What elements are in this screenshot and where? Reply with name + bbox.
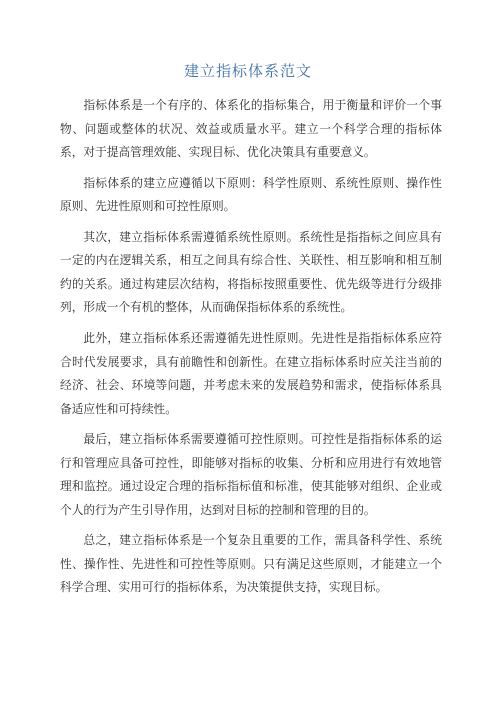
- paragraph-controllable: 最后，建立指标体系需要遵循可控性原则。可控性是指指标体系的运行和管理应具备可控性，即能够对指标的收集、分析和应用进行有效地管理和监控。通过设定合理的指标指标值和标准，使其能够对组织、企业或个人的行为产生引导作用，达到对目标的控制和管理的目的。: [60, 432, 442, 517]
- paragraph-systematic: 其次，建立指标体系需遵循系统性原则。系统性是指指标之间应具有一定的内在逻辑关系，相互之间具有综合性、关联性、相互影响和相互制约的关系。通过构建层次结构，将指标按照重要性、优先级等进行分级排列，形成一个有机的整体，从而确保指标体系的系统性。: [60, 229, 442, 315]
- document-title: 建立指标体系范文: [183, 62, 312, 80]
- document-body: [60, 94, 442, 607]
- paragraph-principles: 指标体系的建立应遵循以下原则：科学性原则、系统性原则、操作性原则、先进性原则和可控性原则。: [60, 175, 442, 214]
- paragraph-intro: 指标体系是一个有序的、体系化的指标集合，用于衡量和评价一个事物、问题或整体的状况、效益或质量水平。建立一个科学合理的指标体系，对于提高管理效能、实现目标、优化决策具有重要意义。: [60, 98, 442, 159]
- paragraph-advanced: 此外，建立指标体系还需遵循先进性原则。先进性是指指标体系应符合时代发展要求，具有前瞻性和创新性。在建立指标体系时应关注当前的经济、社会、环境等问题，并考虑未来的发展趋势和需求，使指标体系具备适应性和可持续性。: [60, 331, 442, 416]
- paragraph-conclusion: 总之，建立指标体系是一个复杂且重要的工作，需具备科学性、系统性、操作性、先进性和可控性等原则。只有满足这些原则，才能建立一个科学合理、实用可行的指标体系，为决策提供支持，实现目标。: [60, 533, 442, 595]
